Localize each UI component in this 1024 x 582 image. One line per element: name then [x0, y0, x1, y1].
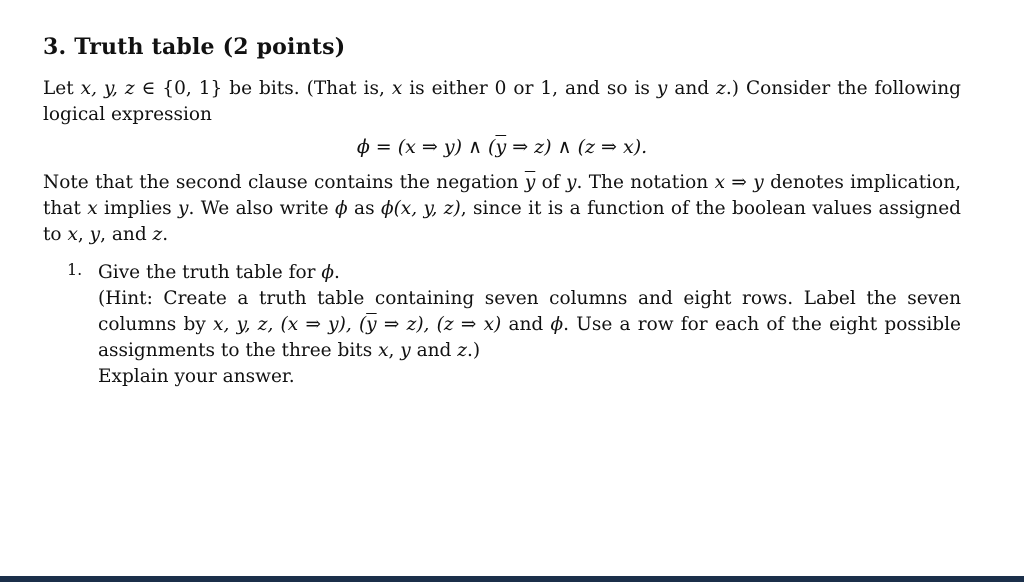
note-t1: Note that the second clause contains the negation	[43, 172, 525, 193]
hint-phi: ϕ	[550, 314, 564, 335]
hint-band: and	[410, 340, 458, 361]
note-y2: y	[178, 198, 189, 219]
formula-lhs: ϕ = (x ⇒ y) ∧ (	[356, 136, 496, 158]
note-t4: denotes implication, that	[43, 172, 961, 219]
hint-bz: z	[457, 340, 468, 361]
intro-either: is either 0 or 1, and so is	[402, 78, 657, 99]
problem-content	[43, 34, 961, 390]
note-t11: .	[162, 224, 169, 245]
note-phi: ϕ	[335, 198, 348, 219]
hint-and: and	[501, 314, 551, 335]
item-line1-b: .	[333, 262, 340, 283]
note-t2: of	[535, 172, 566, 193]
hint-bsep: ,	[388, 340, 401, 361]
note-z: z	[152, 224, 163, 245]
hint-by: y	[400, 340, 411, 361]
formula-ybar: $\overline{y}$	[495, 136, 507, 158]
note-t9: ,	[77, 224, 90, 245]
item-explain: Explain your answer.	[98, 366, 295, 387]
problem-title: 3. Truth table (2 points)	[43, 34, 346, 60]
intro-let: Let	[43, 78, 74, 99]
note-t6: . We also write	[188, 198, 336, 219]
hint-b: . Use a row for each of the eight possible assignments to the three bits	[98, 314, 961, 361]
note-y: y	[566, 172, 577, 193]
frame-bottom-border	[0, 576, 1024, 582]
item-line1-phi: ϕ	[321, 262, 334, 283]
intro-paragraph	[43, 76, 961, 128]
note-impl: x ⇒ y	[714, 172, 764, 193]
hint-cols: x, y, z, (x ⇒ y), (	[213, 314, 367, 335]
intro-x: x	[391, 78, 403, 99]
item-line1	[98, 260, 961, 286]
intro-vars: x, y, z	[80, 78, 135, 99]
note-t8: , since it is a function of the boolean values assigned to	[43, 198, 961, 245]
intro-in-set: ∈ {0, 1} be bits. (That is,	[134, 78, 392, 99]
intro-z: z	[716, 78, 726, 99]
item-line1-a: Give the truth table for	[98, 262, 322, 283]
note-x: x	[87, 198, 98, 219]
note-t5: implies	[97, 198, 179, 219]
note-paragraph	[43, 170, 961, 248]
intro-and: and	[667, 78, 717, 99]
note-t7: as	[347, 198, 381, 219]
hint-a: (Hint: Create a truth table containing seven columns and eight rows. Label the seven columns by	[98, 288, 961, 335]
item-hint	[98, 286, 961, 364]
note-ybar: $\overline{y}$	[524, 172, 536, 193]
note-y3: y	[89, 224, 101, 245]
hint-bx: x	[378, 340, 389, 361]
note-t3: . The notation	[576, 172, 715, 193]
intro-consider: .) Consider the following logical expression	[43, 78, 961, 125]
note-x2: x	[67, 224, 78, 245]
formula-rhs: ⇒ z) ∧ (z ⇒ x).	[506, 136, 648, 158]
hint-c: .)	[467, 340, 481, 361]
note-t10: , and	[100, 224, 153, 245]
item-number: 1.	[67, 260, 83, 279]
list-item	[43, 260, 961, 390]
hint-cols-b: ⇒ z), (z ⇒ x)	[376, 314, 502, 335]
task-list	[43, 260, 961, 390]
note-phi-xyz: ϕ(x, y, z)	[380, 198, 461, 219]
hint-cols-ybar: $\overline{y}$	[366, 314, 377, 335]
formula-phi	[43, 134, 961, 160]
intro-y: y	[656, 78, 668, 99]
